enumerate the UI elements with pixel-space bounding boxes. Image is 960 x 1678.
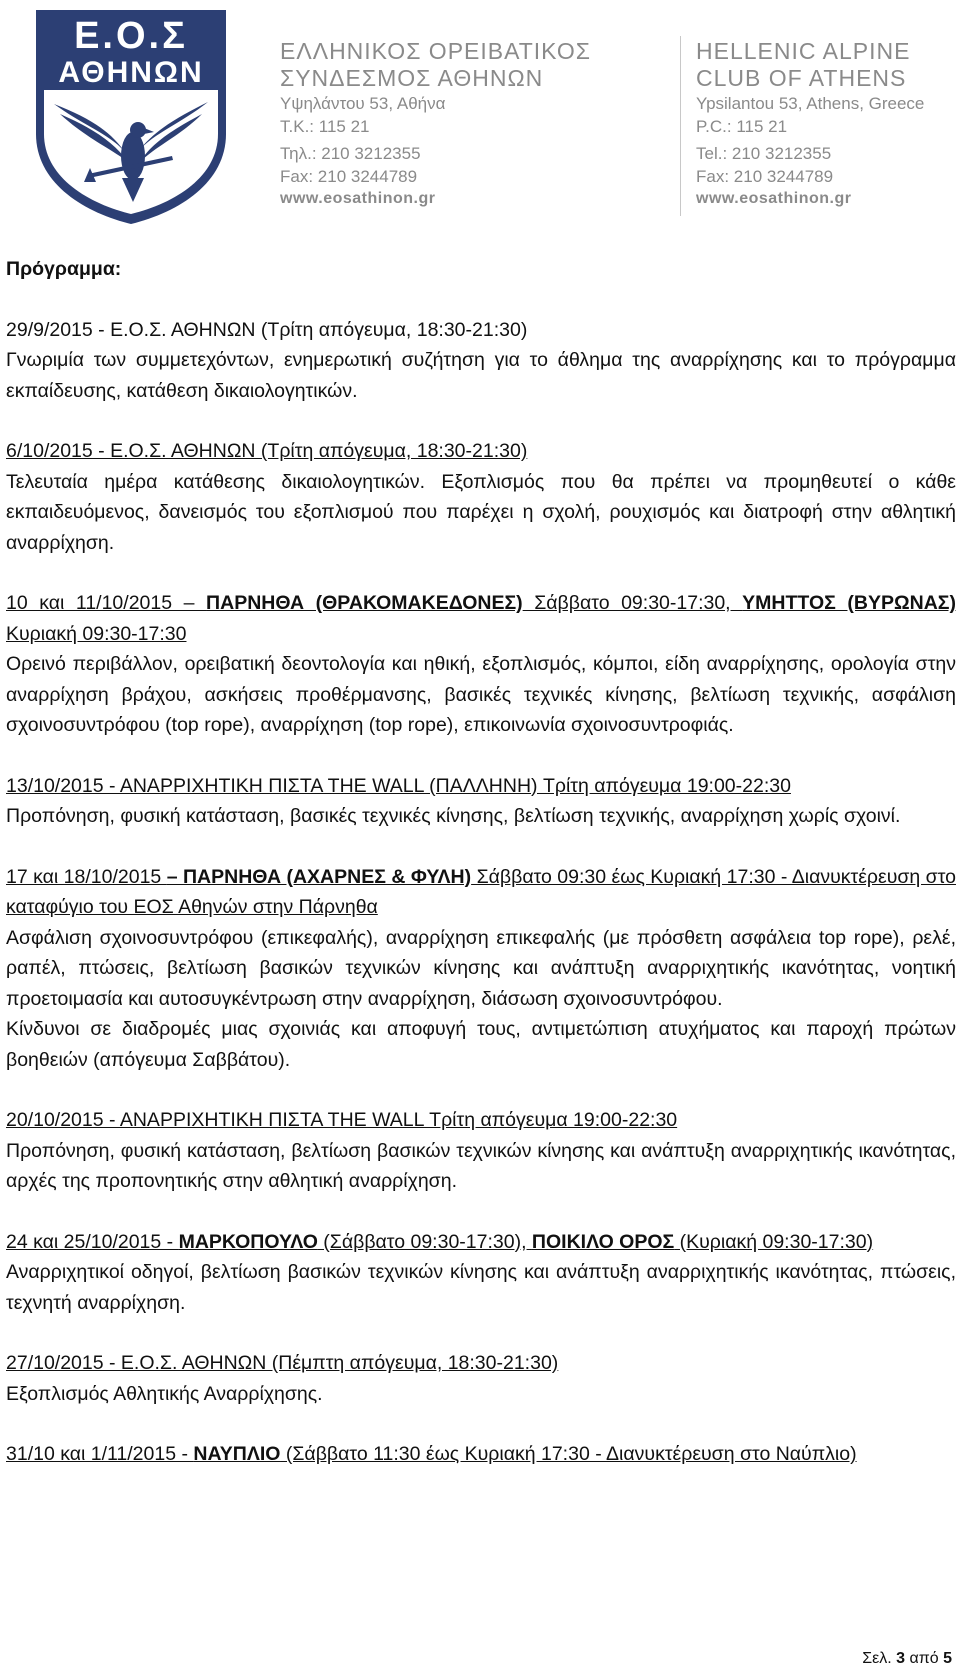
letterhead [0, 0, 960, 230]
entry-date-venue: 20/10/2015 - ΑΝΑΡΡΙΧΗΤΙΚΗ ΠΙΣΤΑ THE WALL Τρίτη απόγευμα 19:00-22:30 [6, 1109, 678, 1131]
entry-time: (Κυριακή 09:30-17:30) [674, 1230, 874, 1253]
program-entry [6, 1348, 956, 1409]
entry-description: Γνωριμία των συμμετεχόντων, ενημερωτική συζήτηση για το άθλημα της αναρρίχησης και το πρόγραμμα εκπαίδευσης, κατάθεση δικαιολογητικών. [6, 349, 956, 402]
program-content [6, 254, 956, 1500]
english-fax: Fax: 210 3244789 [696, 167, 834, 186]
greek-postcode: Τ.Κ.: 115 21 [280, 117, 370, 136]
page-prefix: Σελ. [862, 1650, 897, 1667]
entry-date: 31/10 και 1/11/2015 - [6, 1443, 194, 1465]
entry-date-venue: 27/10/2015 - Ε.Ο.Σ. ΑΘΗΝΩΝ (Πέμπτη απόγευμα, 18:30-21:30) [6, 1352, 559, 1374]
total-pages: 5 [943, 1650, 952, 1667]
entry-location: ΝΑΥΠΛΙΟ [193, 1443, 281, 1465]
entry-title [6, 315, 956, 346]
page-middle: από [905, 1650, 944, 1667]
entry-date-venue: 29/9/2015 - Ε.Ο.Σ. ΑΘΗΝΩΝ (Τρίτη απόγευμα, 18:30-21:30) [6, 318, 528, 341]
program-entry [6, 1439, 956, 1470]
entry-location: ΥΜΗΤΤΟΣ (ΒΥΡΩΝΑΣ) [742, 592, 956, 614]
english-phone: Tel.: 210 3212355 [696, 144, 832, 163]
entry-description: Αναρριχητικοί οδηγοί, βελτίωση βασικών τεχνικών κίνησης και ανάπτυξη αναρριχητικής ικανότητας, πτώσεις, τεχνητή αναρρίχηση. [6, 1261, 956, 1314]
entry-description: Ασφάλιση σχοινοσυντρόφου (επικεφαλής), αναρρίχηση επικεφαλής (με πρόσθετη ασφάλεια top rope), ρελέ, ραπέλ, πτώσεις, βελτίωση βασικών τεχνικών κίνησης και ανάπτυξη αναρριχητικής ικανότητας, νοητική προετοιμασία και αυτοσυγκέντρωση στην αναρρίχηση, διάσωση σχοινοσυντρόφου. [6, 926, 956, 1010]
entry-time: Κυριακή 09:30-17:30 [6, 622, 187, 645]
entry-title [6, 1348, 956, 1379]
entry-description-extra: Κίνδυνοι σε διαδρομές μιας σχοινιάς και αποφυγή τους, αντιμετώπιση ατυχήματος και παροχή πρώτων βοηθειών (απόγευμα Σαββάτου). [6, 1018, 956, 1071]
program-entry [6, 1227, 956, 1319]
entry-time: (Σάββατο 11:30 έως Κυριακή 17:30 - Διανυκτέρευση στο Ναύπλιο) [280, 1443, 857, 1465]
english-name-line2: CLUB OF ATHENS [696, 65, 907, 91]
entry-title [6, 1439, 956, 1470]
greek-fax: Fax: 210 3244789 [280, 167, 418, 186]
logo-bottom-text: ΑΘΗΝΩΝ [58, 56, 204, 89]
entry-time: Σάββατο 09:30 έως Κυριακή 17:30 - Διανυκτέρευση στο καταφύγιο του ΕΟΣ Αθηνών στην Πάρνηθα [6, 865, 956, 918]
greek-phone: Τηλ.: 210 3212355 [280, 144, 421, 163]
current-page: 3 [896, 1650, 906, 1667]
program-entry [6, 436, 956, 558]
entry-location: ΠΑΡΝΗΘΑ (ΘΡΑΚΟΜΑΚΕΔΟΝΕΣ) [206, 592, 523, 614]
entry-title [6, 771, 956, 802]
english-name-line1: HELLENIC ALPINE [696, 38, 911, 64]
english-postcode: P.C.: 115 21 [696, 117, 788, 136]
entry-date: 24 και 25/10/2015 - [6, 1230, 179, 1253]
entry-title [6, 588, 956, 649]
english-website: www.eosathinon.gr [696, 190, 852, 207]
greek-name-line1: ΕΛΛΗΝΙΚΟΣ ΟΡΕΙΒΑΤΙΚΟΣ [280, 38, 591, 64]
entry-title [6, 436, 956, 467]
greek-name-line2: ΣΥΝΔΕΣΜΟΣ ΑΘΗΝΩΝ [280, 65, 544, 91]
page-number [862, 1648, 952, 1670]
entry-title [6, 1105, 956, 1136]
greek-address: Υψηλάντου 53, Αθήνα [280, 94, 446, 113]
program-heading: Πρόγραμμα: [6, 258, 122, 280]
greek-contact-block [280, 38, 591, 210]
club-logo [30, 6, 232, 226]
entry-description: Προπόνηση, φυσική κατάσταση, βελτίωση βασικών τεχνικών κίνησης και ανάπτυξη αναρριχητικής ικανότητας, αρχές της προπονητικής στην αθλητική αναρρίχηση. [6, 1139, 956, 1192]
entry-date: 17 και 18/10/2015 [6, 865, 167, 888]
entry-title [6, 862, 956, 923]
entry-description: Ορεινό περιβάλλον, ορειβατική δεοντολογία και ηθική, εξοπλισμός, κόμποι, είδη αναρρίχησης, ορολογία στην αναρρίχηση βράχου, ασκήσεις προθέρμανσης, βασικές τεχνικές κίνησης, βελτίωση τεχνικής, ασφάλιση σχοινοσυντρόφου (top rope), αναρρίχηση (top rope), επικοινωνία σχοινοσυντροφιάς. [6, 653, 956, 736]
entry-description: Τελευταία ημέρα κατάθεσης δικαιολογητικών. Εξοπλισμός που θα πρέπει να προμηθευτεί ο κάθε εκπαιδευόμενος, δανεισμός του εξοπλισμού που παρέχει η σχολή, ρουχισμός και διατροφή στην αθλητική αναρρίχηση. [6, 470, 956, 554]
greek-website: www.eosathinon.gr [280, 190, 436, 207]
english-address: Ypsilantou 53, Athens, Greece [696, 94, 925, 113]
entry-description: Εξοπλισμός Αθλητικής Αναρρίχησης. [6, 1382, 323, 1405]
entry-time: Σάββατο 09:30-17:30, [522, 592, 743, 614]
english-contact-block [696, 38, 924, 210]
entry-time: (Σάββατο 09:30-17:30), [317, 1230, 532, 1253]
entry-date-venue: 13/10/2015 - ΑΝΑΡΡΙΧΗΤΙΚΗ ΠΙΣΤΑ THE WALL (ΠΑΛΛΗΝΗ) Τρίτη απόγευμα 19:00-22:30 [6, 774, 791, 797]
program-entry [6, 862, 956, 1076]
program-entry [6, 771, 956, 832]
entry-location: – ΠΑΡΝΗΘΑ (ΑΧΑΡΝΕΣ & ΦΥΛΗ) [166, 865, 472, 888]
entry-date: 10 και 11/10/2015 – [6, 592, 207, 614]
program-entry [6, 315, 956, 407]
logo-top-text: Ε.Ο.Σ [74, 15, 188, 57]
entry-location: ΠΟΙΚΙΛΟ ΟΡΟΣ [531, 1230, 675, 1253]
entry-title [6, 1227, 956, 1258]
entry-date-venue: 6/10/2015 - Ε.Ο.Σ. ΑΘΗΝΩΝ (Τρίτη απόγευμα, 18:30-21:30) [6, 440, 528, 462]
program-entry [6, 1105, 956, 1197]
program-entry [6, 588, 956, 741]
header-divider [680, 36, 681, 216]
entry-location: ΜΑΡΚΟΠΟΥΛΟ [178, 1230, 318, 1253]
entry-description: Προπόνηση, φυσική κατάσταση, βασικές τεχνικές κίνησης, βελτίωση τεχνικής, αναρρίχηση χωρίς σχοινί. [6, 805, 901, 827]
